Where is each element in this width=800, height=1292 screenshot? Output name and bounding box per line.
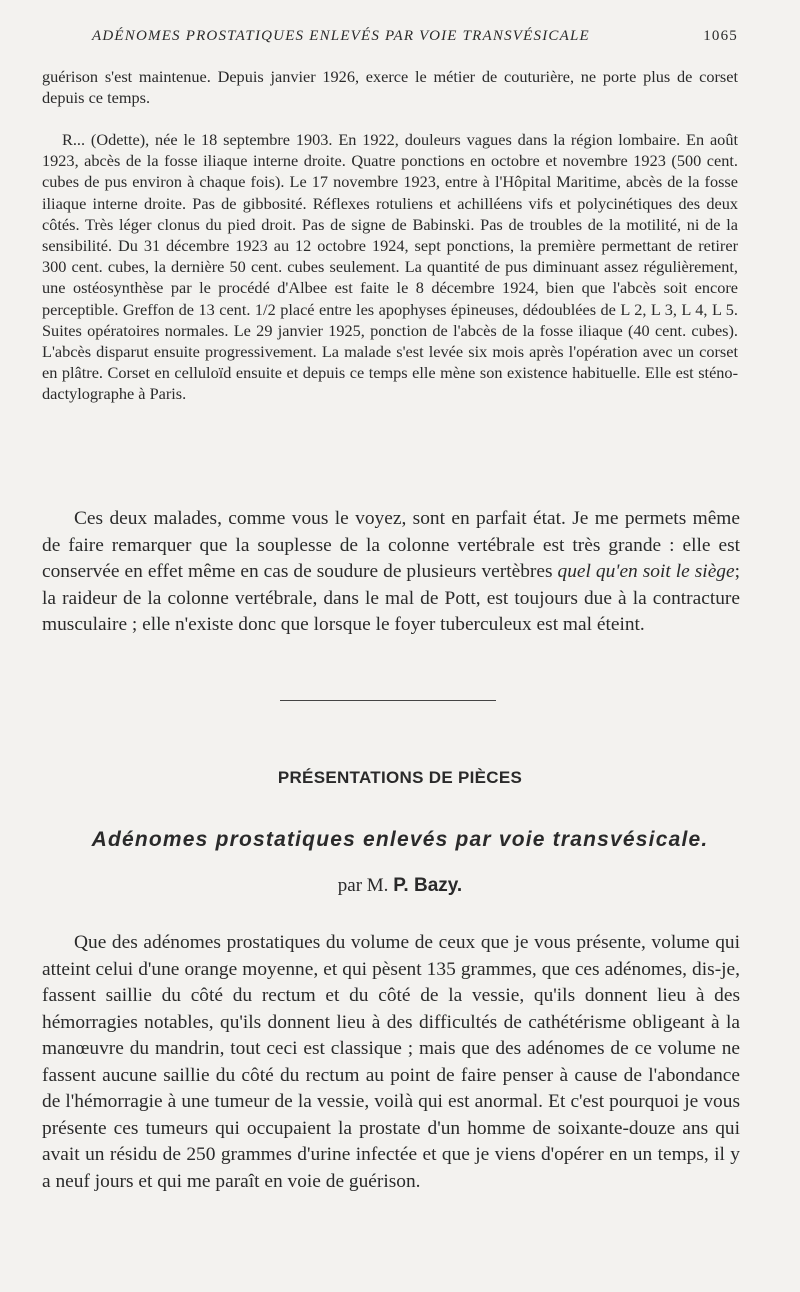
conclusion-emphasis: quel qu'en soit le siège <box>557 561 735 582</box>
article-body-block <box>42 930 740 1195</box>
byline-prefix: par M. <box>337 875 394 896</box>
article-body-paragraph: Que des adénomes prostatiques du volume de ceux que je vous présente, volume qui atteint celui d'une orange moyenne, et qui pèsent 135 grammes, que ces adénomes, dis-je, fassent saillie du côté du rectum et du côté de la vessie, qu'ils donnent lieu à des hémorragies notables, qu'ils donnent lieu à des difficultés de cathétérisme obligeant à la manœuvre du mandrin, tout ceci est classique ; mais que des adénomes de ce volume ne fassent aucune saillie du côté du rectum au point de faire penser à cause de l'abondance de l'hémorragie à une tumeur de la vessie, voilà qui est anormal. Et c'est pourquoi je vous présente ces tumeurs qui occupaient la prostate d'un homme de soixante-douze ans qui avait un résidu de 250 grammes d'urine infectée et que je viens d'opérer en un temps, il y a neuf jours et qui me paraît en voie de guérison. <box>42 932 740 1192</box>
byline <box>0 875 800 897</box>
conclusion-block <box>42 506 740 639</box>
author-name: P. Bazy. <box>393 875 463 896</box>
conclusion-paragraph <box>42 506 740 639</box>
running-header <box>92 28 738 45</box>
running-title: ADÉNOMES PROSTATIQUES ENLEVÉS PAR VOIE TRANSVÉSICALE <box>92 28 590 44</box>
case-continuation-block <box>42 66 738 108</box>
section-heading: PRÉSENTATIONS DE PIÈCES <box>277 768 523 787</box>
case-continuation-paragraph: guérison s'est maintenue. Depuis janvier 1926, exerce le métier de couturière, ne porte plus de corset depuis ce temps. <box>42 67 738 108</box>
article-title: Adénomes prostatiques enlevés par voie transvésicale. <box>91 828 709 851</box>
page-number: 1065 <box>703 28 738 44</box>
section-divider <box>280 700 496 701</box>
case-report-paragraph: R... (Odette), née le 18 septembre 1903. En 1922, douleurs vagues dans la région lombaire. En août 1923, abcès de la fosse iliaque interne droite. Quatre ponctions en octobre et novembre 1923 (500 cent. cubes de pus environ à chaque fois). Le 17 novembre 1923, entre à l'Hôpital Maritime, abcès de la fosse iliaque interne droite. Pas de gibbosité. Réflexes rotuliens et achilléens vifs et polycinétiques des deux côtés. Très léger clonus du pied droit. Pas de signe de Babinski. Pas de troubles de la motilité, ni de la sensibilité. Du 31 décembre 1923 au 12 octobre 1924, sept ponctions, la première permettant de retirer 300 cent. cubes, la dernière 50 cent. cubes seulement. La quantité de pus diminuant assez régulièrement, une ostéosynthèse par le procédé d'Albee est faite le 8 décembre 1924, bien que l'abcès soit encore perceptible. Greffon de 13 cent. 1/2 placé entre les apophyses épineuses, dédoublées de L 2, L 3, L 4, L 5. Suites opératoires normales. Le 29 janvier 1925, ponction de l'abcès de la fosse iliaque (40 cent. cubes). L'abcès disparut ensuite progressivement. La malade s'est levée six mois après l'opération avec un corset en plâtre. Corset en celluloïd ensuite et depuis ce temps elle mène son existence habituelle. Elle est sténo-dactylographe à Paris. <box>42 130 738 404</box>
conclusion-text-2: ; la raideur de la colonne vertébrale, dans le mal de Pott, est toujours due à la contracture musculaire ; elle n'existe donc que lorsque le foyer tuberculeux est mal éteint. <box>42 561 740 635</box>
case-report-block <box>42 129 738 405</box>
conclusion-text-1: Ces deux malades, comme vous le voyez, sont en parfait état. Je me permets même de faire remarquer que la souplesse de la colonne vertébrale est très grande : elle est conservée en effet même en cas de soudure de plusieurs vertèbres <box>42 508 740 582</box>
